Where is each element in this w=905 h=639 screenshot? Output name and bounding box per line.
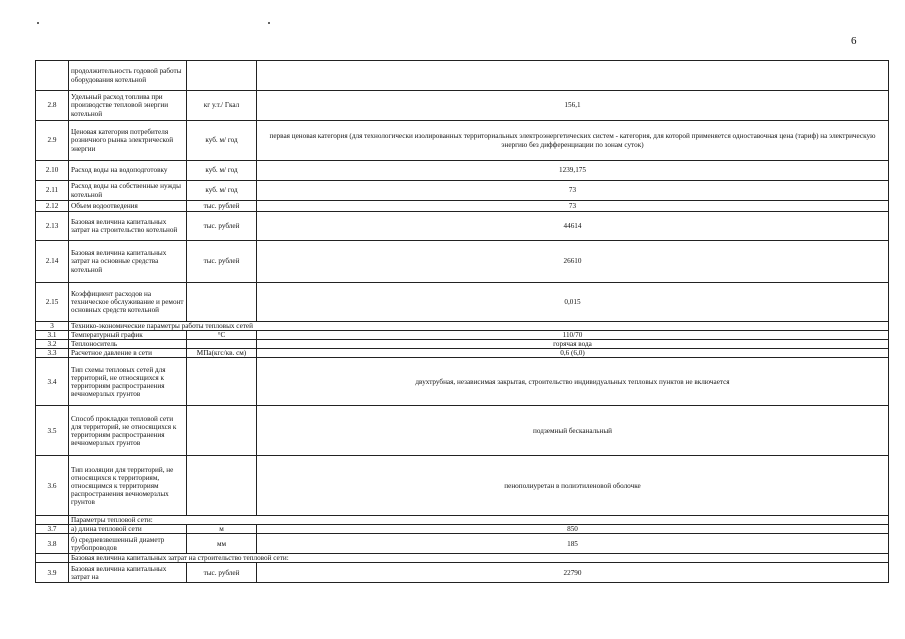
row-number: 2.15 [36, 283, 69, 322]
table-row [36, 340, 889, 349]
value-cell: пенополиуретан в полиэтиленовой оболочке [257, 456, 889, 516]
table-row [36, 161, 889, 181]
parameter-name: Температурный график [69, 331, 187, 340]
parameter-name: Расчетное давление в сети [69, 349, 187, 358]
table-row [36, 181, 889, 201]
table-row [36, 212, 889, 241]
table-row [36, 349, 889, 358]
table-row [36, 456, 889, 516]
value-cell [257, 61, 889, 91]
unit-cell: МПа(кгс/кв. см) [187, 349, 257, 358]
value-cell: 44614 [257, 212, 889, 241]
table-row [36, 61, 889, 91]
row-number: 3 [36, 322, 69, 331]
parameters-table [35, 60, 889, 583]
value-cell: 0,015 [257, 283, 889, 322]
value-cell: 22790 [257, 563, 889, 583]
section-row [36, 554, 889, 563]
table-row [36, 406, 889, 456]
parameter-name: Объем водоотведения [69, 201, 187, 212]
row-number: 3.6 [36, 456, 69, 516]
row-number [36, 554, 69, 563]
row-number: 3.2 [36, 340, 69, 349]
value-cell: 156,1 [257, 91, 889, 121]
table-row [36, 241, 889, 283]
parameter-name: продолжительность годовой работы оборудования котельной [69, 61, 187, 91]
parameter-name: Ценовая категория потребителя розничного рынка электрической энергии [69, 121, 187, 161]
unit-cell: куб. м/ год [187, 121, 257, 161]
parameter-name: Коэффициент расходов на техническое обслуживание и ремонт основных средств котельной [69, 283, 187, 322]
value-cell: 26610 [257, 241, 889, 283]
row-number: 2.10 [36, 161, 69, 181]
table-row [36, 91, 889, 121]
value-cell: 73 [257, 201, 889, 212]
parameter-name: Расход воды на собственные нужды котельной [69, 181, 187, 201]
table-row [36, 201, 889, 212]
section-row [36, 516, 889, 525]
parameter-name: б) средневзвешенный диаметр трубопроводов [69, 534, 187, 554]
row-number [36, 61, 69, 91]
parameter-name: Базовая величина капитальных затрат на основные средства котельной [69, 241, 187, 283]
table-row [36, 121, 889, 161]
parameter-name: Тип схемы тепловых сетей для территорий, не относящихся к территориям распространения вечномерзлых грунтов [69, 358, 187, 406]
table-row [36, 534, 889, 554]
row-number: 2.11 [36, 181, 69, 201]
unit-cell: куб. м/ год [187, 181, 257, 201]
parameter-name: Теплоноситель [69, 340, 187, 349]
parameter-name: Удельный расход топлива при производстве тепловой энергии котельной [69, 91, 187, 121]
row-number: 2.13 [36, 212, 69, 241]
unit-cell: мм [187, 534, 257, 554]
parameter-name: Расход воды на водоподготовку [69, 161, 187, 181]
value-cell: 185 [257, 534, 889, 554]
unit-cell: м [187, 525, 257, 534]
table-row [36, 331, 889, 340]
value-cell: 73 [257, 181, 889, 201]
section-title: Технико-экономические параметры работы тепловых сетей [69, 322, 889, 331]
value-cell: первая ценовая категория (для технологически изолированных территориальных электроэнергетических систем - категория, для которой применяется одноставочная цена (тариф) на электрическую энергию без дифференциации по зонам суток) [257, 121, 889, 161]
table-row [36, 563, 889, 583]
value-cell: горячая вода [257, 340, 889, 349]
unit-cell: тыс. рублей [187, 241, 257, 283]
parameter-name: Базовая величина капитальных затрат на [69, 563, 187, 583]
row-number [36, 516, 69, 525]
value-cell: подземный бесканальный [257, 406, 889, 456]
row-number: 2.8 [36, 91, 69, 121]
value-cell: 1239,175 [257, 161, 889, 181]
table-row [36, 283, 889, 322]
unit-cell [187, 340, 257, 349]
table-row [36, 525, 889, 534]
unit-cell [187, 406, 257, 456]
row-number: 3.5 [36, 406, 69, 456]
section-title: Параметры тепловой сети: [69, 516, 889, 525]
unit-cell: тыс. рублей [187, 201, 257, 212]
scan-mark [268, 22, 270, 24]
value-cell: 0,6 (6,0) [257, 349, 889, 358]
section-title: Базовая величина капитальных затрат на строительство тепловой сети: [69, 554, 889, 563]
page-number: 6 [851, 35, 857, 47]
value-cell: 850 [257, 525, 889, 534]
unit-cell: °С [187, 331, 257, 340]
unit-cell: куб. м/ год [187, 161, 257, 181]
unit-cell: тыс. рублей [187, 212, 257, 241]
unit-cell [187, 358, 257, 406]
table-row [36, 358, 889, 406]
parameter-name: Базовая величина капитальных затрат на строительство котельной [69, 212, 187, 241]
unit-cell [187, 283, 257, 322]
unit-cell: кг у.т./ Гкал [187, 91, 257, 121]
unit-cell: тыс. рублей [187, 563, 257, 583]
parameter-name: Тип изоляции для территорий, не относящихся к территориям, относящимся к территориям распространения вечномерзлых грунтов [69, 456, 187, 516]
parameter-name: Способ прокладки тепловой сети для территорий, не относящихся к территориям распространения вечномерзлых грунтов [69, 406, 187, 456]
parameter-name: а) длина тепловой сети [69, 525, 187, 534]
value-cell: 110/70 [257, 331, 889, 340]
row-number: 2.12 [36, 201, 69, 212]
row-number: 3.3 [36, 349, 69, 358]
row-number: 3.4 [36, 358, 69, 406]
row-number: 3.8 [36, 534, 69, 554]
row-number: 3.7 [36, 525, 69, 534]
row-number: 3.1 [36, 331, 69, 340]
value-cell: двухтрубная, независимая закрытая, строительство индивидуальных тепловых пунктов не включается [257, 358, 889, 406]
row-number: 2.9 [36, 121, 69, 161]
table-body [36, 61, 889, 583]
unit-cell [187, 456, 257, 516]
scan-mark [37, 22, 39, 24]
unit-cell [187, 61, 257, 91]
row-number: 3.9 [36, 563, 69, 583]
row-number: 2.14 [36, 241, 69, 283]
section-row [36, 322, 889, 331]
